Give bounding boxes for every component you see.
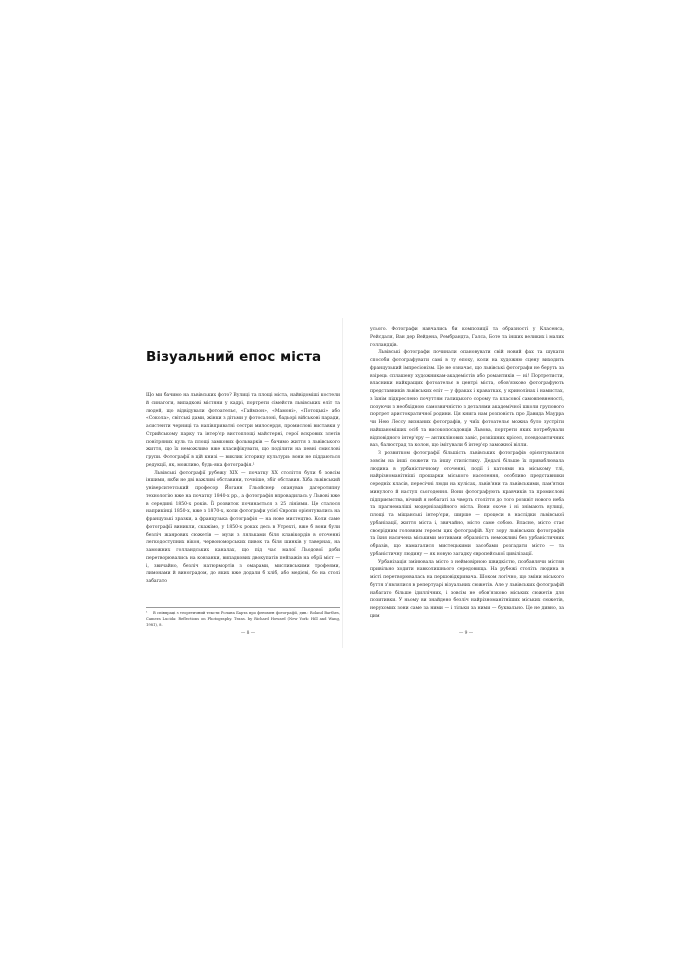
footnote-text: В співпраці з теоретичний тексти Ролана Барта про феномен фотографії, див.: Roland Barthes, Camera Lucida: Reflections on Photography. Trans. by Richard Howard (New York: Hill and Wang, 1981), 8.	[146, 611, 340, 628]
page-number-right: — 9 —	[458, 631, 474, 636]
paragraph: Що ми бачимо на львівських фото? Вулиці та площі міста, найвідоміші костели й синагоги, випадкові містяни у кадрі, портрети сімейств львівських еліт та людей, що відвідували фотоательє, «Гаймзон», «Мамоні», «Потоцькі» або «Сокола», світські дами, жінки з дітьми у фотосалоні, бадьорі військові паради, асистенти черниці та напівприватні сестри милосердя, промислові виставки у Стрийському парку та інтер'єр вистоплощі майстерні, герої вскрових злетів повітряних куль та площі замкових фольварків — бачимо життя з львівського життя, що їх неможливо вже класифікувати, що поділити на певні смислові групи. Фотографії в цій книзі — виклик історику культури: вони не піддаються редукції, як, можливо, будь-яка фотографія.¹	[146, 393, 340, 468]
chapter-title: Візуальний епос міста	[146, 349, 322, 365]
right-page-body	[370, 326, 564, 621]
footnote-mark: ¹	[146, 611, 148, 615]
page-number-left: — 8 —	[240, 631, 256, 636]
paragraph: Урбанізація змінювала місто з неймовірною швидкістю, позбавлячи містян привільно ходити навколишнього середовища. На рубежі століть людина в місті перетворювалась на першовідкривача. Шоком логічно, що зміни міського буття з'являлися в репертуарі візуальних сюжетів. Але у львівських фотографій набагато більше ідиллічних, і зовсім не обов'язково міських сюжетів для позитивки. У ньому ви знайдено безліч найрізноманітніших міських сюжетів, нерухомих зони саме за ними — і тільки за ними — буквально. Це не дивно, за цим	[370, 559, 564, 619]
paragraph: Львівські фотографи починали опановувати свій новий фах та шукати способи фотографувати самі в ту епоху, коли на художню сцену виходить французький імпресіонізм. Це не означає, що львівські фотографи не беруть за взірець сплашену художникам-академістів або романтиків — ні! Портретисти, власники найкращих фотоательє в центрі міста, обов'язково фотографують представників львівських еліт — у фраках і краватках, у кринолінах і намистах, з їхнім підкреслено почуттям галицького сорому та класової самовпевненості, позуючи з необхідною самозвичністю з деталями академічної школи групового портрет аристократичної родини. Ця книга нам розповість про Давида Маурра чи Нею Лессу визнаних фотографів, у чиїх фотоательє можна було зустріти найшаноміших осіб та високопосадовців Львова, портрети яких потребували відповідного інтер'єру — антиклінових завіс, розкішних крісел, псевдоантичних ваз, балюстрад та колон, що імітували б інтер'єр заможної вілли.	[370, 350, 564, 449]
left-page-body	[146, 392, 340, 586]
footnote-rule	[146, 607, 340, 608]
footnote	[146, 610, 340, 629]
paragraph: З розвитком фотографії більшість львівських фотографів орієнтувалися зовсім на інші сюжети та іншу стилістику. Дедалі більше їх приваблювала людина в урбаністичному оточенні, події і катоями на міському тлі, найрізноманітніші прошарки міського населення, особливо представники середніх класів, пересічні люди на кулісах, львів'яни та львівськими, пам'ятки минулого й наступ сьогодення. Вони фотографують кравчиків та промислові підприємства, вічний я небагаті за чверть століття до того розквіт нового неба та прагнемаліші модернізаційного міста. Вони охоче і ні знімають вулиці, площі та міщанські інтер'єри, ширше — процеси в наслідки львівської урбанізації, життя міста і, звичайно, місто саме собою. Власне, місто стає своєрідним головним героєм цих фотографій. Хут зору львівських фотографів та їхня насичена міськими мотивами образність неможливі без урбаністичних образів, що намагалися мистецькими засобами розгадати місто — та урбаністичну людину — як новую загадку європейської цивілізації.	[370, 451, 564, 557]
paragraph: усього. Фотографи навчались би композиції та образності у Класенса, Рейсдаля, Ван дер Вейдена, Рембрандта, Галса, Боте та інших великих і малих голландців.	[370, 327, 564, 348]
paragraph: Львівські фотографії рубежу XIX — початку XX століття були б зовсім іншими, якби не дві важливі обставини, точніше, збіг обставин. Хіба львівський університетський професор Йоганн Гльойснер опанував дагеротипну технологію вже на початку 1840-х рр., а фотографія впровадилась у Львові вже в середині 1850-х років. Її розвиток починається з 25 лініями. Це сталося наприкінці 1850-х, вже з 1870-х, коли фотографи усієї Європи орієнтувались на французькі зразки, а французька фотографія — на нове мистецтво. Коли саме фотографії виникли, скажімо, у 1850-х роках десь в Утрехті, вже б вони були безліч жанрових сюжетів — музи з ляльками біля клавікордів в оточенні легкодоступних вікон, червономорських пивок та біля шинків у тавернах, на заможних голландських каналах, що під час малої Льодової доби перетворювались на ковзанки, випадкових двокупатів пейзажів на обрії міст — і, звичайно, безліч натюрмортів з омарами, мисливськими трофеями, лимонами й виноградом, до яких вже додали б хліб, або медієві, бо на столі забагато	[146, 470, 340, 584]
book-gutter	[342, 318, 343, 648]
